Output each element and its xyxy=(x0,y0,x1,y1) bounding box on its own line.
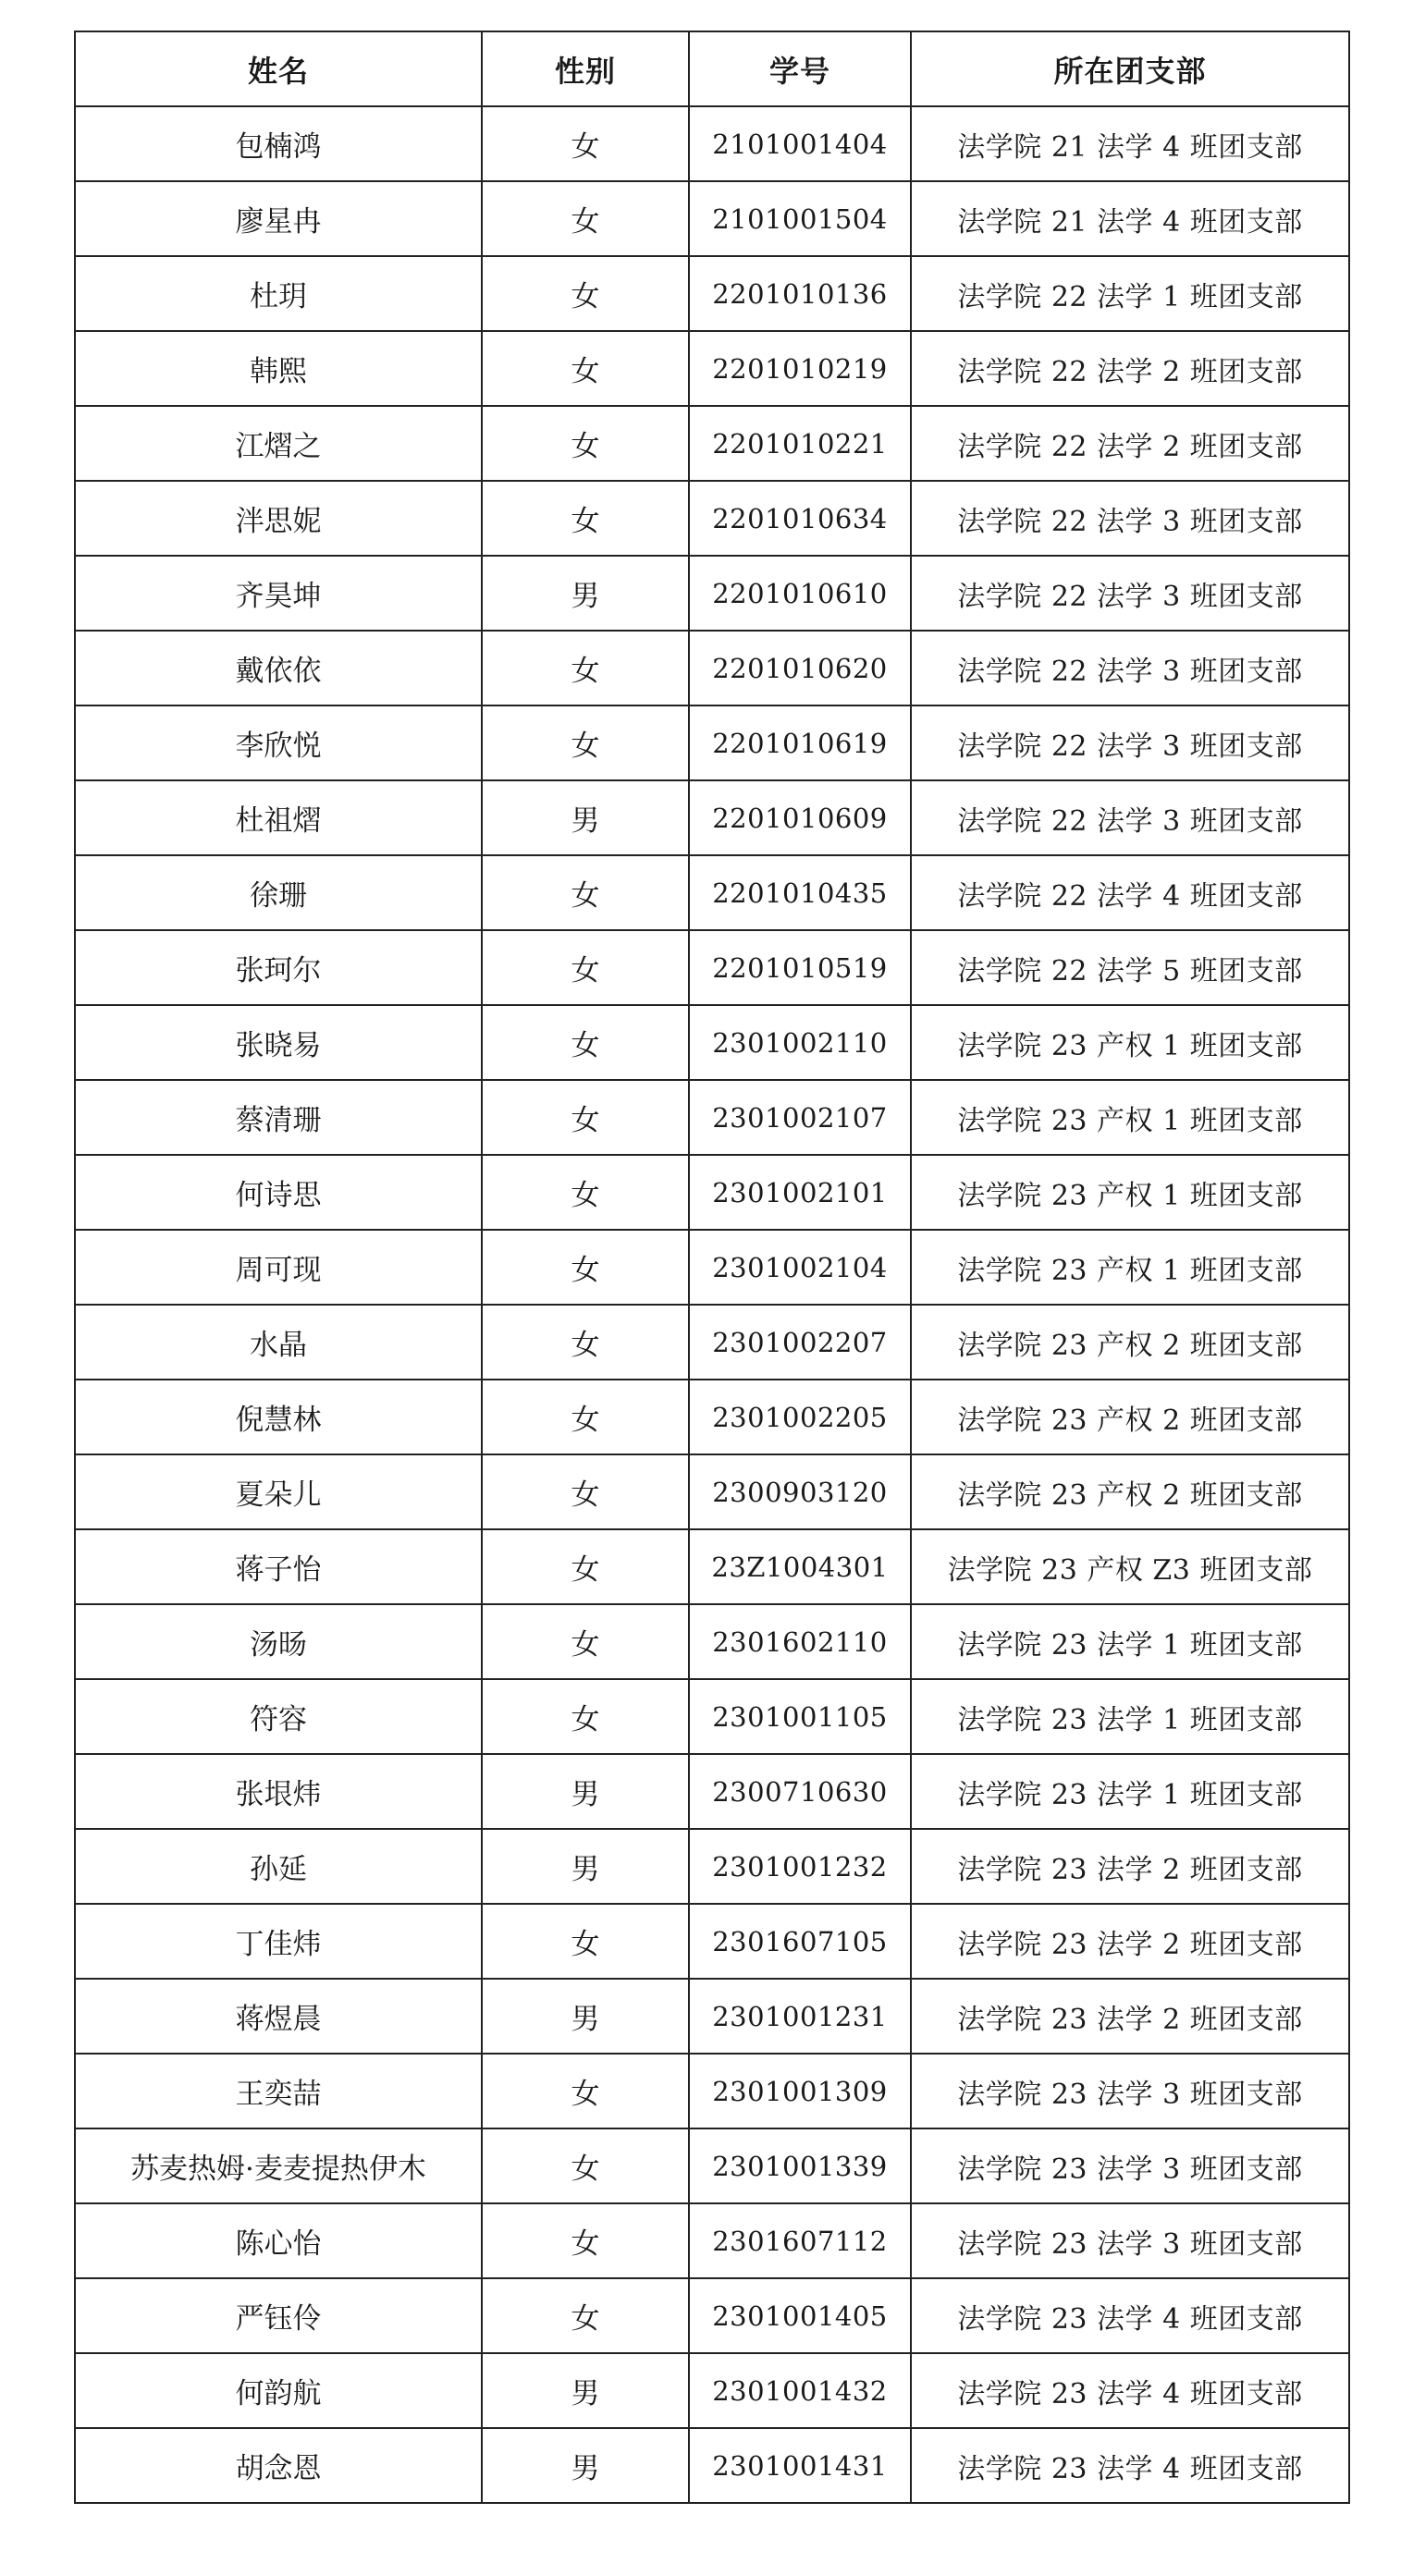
cell-branch: 法学院 23 产权 1 班团支部 xyxy=(911,1230,1349,1305)
cell-gender: 男 xyxy=(482,556,689,631)
table-row xyxy=(75,930,1349,1005)
cell-gender: 女 xyxy=(482,2054,689,2128)
cell-gender: 女 xyxy=(482,1679,689,1754)
cell-branch: 法学院 22 法学 2 班团支部 xyxy=(911,406,1349,481)
header-gender: 性别 xyxy=(482,31,689,106)
table-row xyxy=(75,855,1349,930)
cell-name: 蒋煜晨 xyxy=(75,1979,482,2054)
cell-gender: 女 xyxy=(482,1155,689,1230)
table-row xyxy=(75,2128,1349,2203)
cell-branch: 法学院 22 法学 3 班团支部 xyxy=(911,556,1349,631)
table-row xyxy=(75,1454,1349,1529)
cell-gender: 女 xyxy=(482,1080,689,1155)
cell-name: 徐珊 xyxy=(75,855,482,930)
table-row xyxy=(75,1829,1349,1904)
cell-branch: 法学院 23 产权 2 班团支部 xyxy=(911,1454,1349,1529)
cell-branch: 法学院 23 法学 4 班团支部 xyxy=(911,2278,1349,2353)
header-row xyxy=(75,31,1349,106)
cell-gender: 女 xyxy=(482,1529,689,1604)
table-row xyxy=(75,556,1349,631)
cell-student-id: 2301607112 xyxy=(689,2203,911,2278)
cell-name: 倪慧林 xyxy=(75,1380,482,1454)
cell-name: 夏朵儿 xyxy=(75,1454,482,1529)
cell-branch: 法学院 23 产权 Z3 班团支部 xyxy=(911,1529,1349,1604)
cell-student-id: 2301001339 xyxy=(689,2128,911,2203)
table-row xyxy=(75,1380,1349,1454)
cell-student-id: 2301001231 xyxy=(689,1979,911,2054)
cell-student-id: 2101001504 xyxy=(689,181,911,256)
cell-name: 何诗思 xyxy=(75,1155,482,1230)
cell-branch: 法学院 23 法学 1 班团支部 xyxy=(911,1754,1349,1829)
cell-name: 何韵航 xyxy=(75,2353,482,2428)
cell-branch: 法学院 23 法学 1 班团支部 xyxy=(911,1679,1349,1754)
cell-student-id: 2301607105 xyxy=(689,1904,911,1979)
cell-student-id: 2301002104 xyxy=(689,1230,911,1305)
table-row xyxy=(75,1230,1349,1305)
cell-gender: 女 xyxy=(482,1005,689,1080)
cell-branch: 法学院 23 产权 1 班团支部 xyxy=(911,1155,1349,1230)
cell-gender: 女 xyxy=(482,481,689,556)
cell-student-id: 2301002205 xyxy=(689,1380,911,1454)
header-branch: 所在团支部 xyxy=(911,31,1349,106)
cell-gender: 女 xyxy=(482,631,689,705)
cell-gender: 女 xyxy=(482,1454,689,1529)
table-row xyxy=(75,1529,1349,1604)
cell-student-id: 2301002110 xyxy=(689,1005,911,1080)
cell-name: 周可现 xyxy=(75,1230,482,1305)
table-row xyxy=(75,780,1349,855)
cell-student-id: 2301002107 xyxy=(689,1080,911,1155)
cell-student-id: 2201010610 xyxy=(689,556,911,631)
table-row xyxy=(75,106,1349,181)
cell-branch: 法学院 22 法学 3 班团支部 xyxy=(911,631,1349,705)
cell-name: 陈心怡 xyxy=(75,2203,482,2278)
header-student-id: 学号 xyxy=(689,31,911,106)
cell-gender: 男 xyxy=(482,780,689,855)
cell-branch: 法学院 22 法学 4 班团支部 xyxy=(911,855,1349,930)
cell-name: 严钰伶 xyxy=(75,2278,482,2353)
cell-gender: 男 xyxy=(482,1979,689,2054)
cell-branch: 法学院 23 法学 1 班团支部 xyxy=(911,1604,1349,1679)
cell-name: 杜玥 xyxy=(75,256,482,331)
cell-name: 孙延 xyxy=(75,1829,482,1904)
cell-branch: 法学院 22 法学 3 班团支部 xyxy=(911,705,1349,780)
cell-name: 苏麦热姆·麦麦提热伊木 xyxy=(75,2128,482,2203)
cell-student-id: 2301001309 xyxy=(689,2054,911,2128)
cell-gender: 女 xyxy=(482,181,689,256)
cell-student-id: 2301001432 xyxy=(689,2353,911,2428)
cell-gender: 女 xyxy=(482,331,689,406)
cell-gender: 女 xyxy=(482,855,689,930)
table-row xyxy=(75,406,1349,481)
table-row xyxy=(75,481,1349,556)
cell-student-id: 2201010136 xyxy=(689,256,911,331)
table-row xyxy=(75,2054,1349,2128)
cell-branch: 法学院 22 法学 3 班团支部 xyxy=(911,780,1349,855)
cell-gender: 男 xyxy=(482,2353,689,2428)
table-row xyxy=(75,1904,1349,1979)
cell-gender: 女 xyxy=(482,2203,689,2278)
cell-branch: 法学院 22 法学 2 班团支部 xyxy=(911,331,1349,406)
table-row xyxy=(75,1754,1349,1829)
cell-gender: 男 xyxy=(482,1829,689,1904)
table-row xyxy=(75,1979,1349,2054)
cell-student-id: 2301001405 xyxy=(689,2278,911,2353)
table-row xyxy=(75,1080,1349,1155)
cell-gender: 女 xyxy=(482,1380,689,1454)
cell-name: 包楠鸿 xyxy=(75,106,482,181)
cell-branch: 法学院 23 产权 2 班团支部 xyxy=(911,1380,1349,1454)
table-header xyxy=(75,31,1349,106)
header-name: 姓名 xyxy=(75,31,482,106)
cell-branch: 法学院 23 产权 1 班团支部 xyxy=(911,1080,1349,1155)
cell-student-id: 2201010609 xyxy=(689,780,911,855)
cell-name: 齐昊坤 xyxy=(75,556,482,631)
cell-branch: 法学院 23 产权 2 班团支部 xyxy=(911,1305,1349,1380)
cell-branch: 法学院 22 法学 1 班团支部 xyxy=(911,256,1349,331)
cell-branch: 法学院 23 法学 3 班团支部 xyxy=(911,2054,1349,2128)
cell-gender: 女 xyxy=(482,1230,689,1305)
cell-branch: 法学院 23 法学 2 班团支部 xyxy=(911,1979,1349,2054)
table-row xyxy=(75,181,1349,256)
cell-student-id: 2301001431 xyxy=(689,2428,911,2503)
cell-student-id: 2201010634 xyxy=(689,481,911,556)
cell-branch: 法学院 21 法学 4 班团支部 xyxy=(911,106,1349,181)
table-row xyxy=(75,2203,1349,2278)
cell-name: 张珂尔 xyxy=(75,930,482,1005)
cell-student-id: 2201010435 xyxy=(689,855,911,930)
cell-gender: 女 xyxy=(482,1305,689,1380)
cell-gender: 女 xyxy=(482,406,689,481)
cell-branch: 法学院 23 法学 2 班团支部 xyxy=(911,1904,1349,1979)
cell-branch: 法学院 23 法学 4 班团支部 xyxy=(911,2353,1349,2428)
cell-name: 江熠之 xyxy=(75,406,482,481)
table-row xyxy=(75,1305,1349,1380)
cell-gender: 男 xyxy=(482,1754,689,1829)
cell-gender: 女 xyxy=(482,930,689,1005)
cell-gender: 女 xyxy=(482,705,689,780)
cell-student-id: 2301602110 xyxy=(689,1604,911,1679)
table-body xyxy=(75,106,1349,2503)
table-row xyxy=(75,2353,1349,2428)
cell-branch: 法学院 23 产权 1 班团支部 xyxy=(911,1005,1349,1080)
table-row xyxy=(75,2278,1349,2353)
cell-gender: 女 xyxy=(482,1604,689,1679)
table-row xyxy=(75,1155,1349,1230)
cell-student-id: 2201010519 xyxy=(689,930,911,1005)
cell-branch: 法学院 23 法学 4 班团支部 xyxy=(911,2428,1349,2503)
roster-table xyxy=(74,31,1350,2504)
cell-branch: 法学院 22 法学 3 班团支部 xyxy=(911,481,1349,556)
table-row xyxy=(75,2428,1349,2503)
cell-name: 泮思妮 xyxy=(75,481,482,556)
cell-name: 符容 xyxy=(75,1679,482,1754)
cell-gender: 男 xyxy=(482,2428,689,2503)
table-row xyxy=(75,1005,1349,1080)
cell-branch: 法学院 21 法学 4 班团支部 xyxy=(911,181,1349,256)
cell-name: 蒋子怡 xyxy=(75,1529,482,1604)
cell-student-id: 23Z1004301 xyxy=(689,1529,911,1604)
cell-gender: 女 xyxy=(482,2128,689,2203)
cell-student-id: 2300710630 xyxy=(689,1754,911,1829)
cell-student-id: 2201010219 xyxy=(689,331,911,406)
cell-name: 李欣悦 xyxy=(75,705,482,780)
cell-student-id: 2301001105 xyxy=(689,1679,911,1754)
cell-gender: 女 xyxy=(482,2278,689,2353)
cell-name: 王奕喆 xyxy=(75,2054,482,2128)
cell-student-id: 2201010221 xyxy=(689,406,911,481)
cell-branch: 法学院 22 法学 5 班团支部 xyxy=(911,930,1349,1005)
table-row xyxy=(75,705,1349,780)
cell-student-id: 2201010620 xyxy=(689,631,911,705)
table-row xyxy=(75,256,1349,331)
cell-gender: 女 xyxy=(482,106,689,181)
cell-name: 胡念恩 xyxy=(75,2428,482,2503)
cell-name: 张垠炜 xyxy=(75,1754,482,1829)
cell-student-id: 2101001404 xyxy=(689,106,911,181)
cell-name: 汤旸 xyxy=(75,1604,482,1679)
cell-name: 廖星冉 xyxy=(75,181,482,256)
cell-student-id: 2201010619 xyxy=(689,705,911,780)
cell-name: 张晓易 xyxy=(75,1005,482,1080)
cell-name: 杜祖熠 xyxy=(75,780,482,855)
cell-branch: 法学院 23 法学 3 班团支部 xyxy=(911,2128,1349,2203)
cell-gender: 女 xyxy=(482,256,689,331)
cell-name: 水晶 xyxy=(75,1305,482,1380)
table-row xyxy=(75,331,1349,406)
cell-gender: 女 xyxy=(482,1904,689,1979)
table-row xyxy=(75,1604,1349,1679)
cell-name: 丁佳炜 xyxy=(75,1904,482,1979)
table-row xyxy=(75,1679,1349,1754)
cell-student-id: 2301001232 xyxy=(689,1829,911,1904)
cell-student-id: 2301002101 xyxy=(689,1155,911,1230)
cell-student-id: 2301002207 xyxy=(689,1305,911,1380)
cell-name: 蔡清珊 xyxy=(75,1080,482,1155)
cell-branch: 法学院 23 法学 2 班团支部 xyxy=(911,1829,1349,1904)
cell-branch: 法学院 23 法学 3 班团支部 xyxy=(911,2203,1349,2278)
table-row xyxy=(75,631,1349,705)
cell-student-id: 2300903120 xyxy=(689,1454,911,1529)
cell-name: 戴依依 xyxy=(75,631,482,705)
cell-name: 韩熙 xyxy=(75,331,482,406)
